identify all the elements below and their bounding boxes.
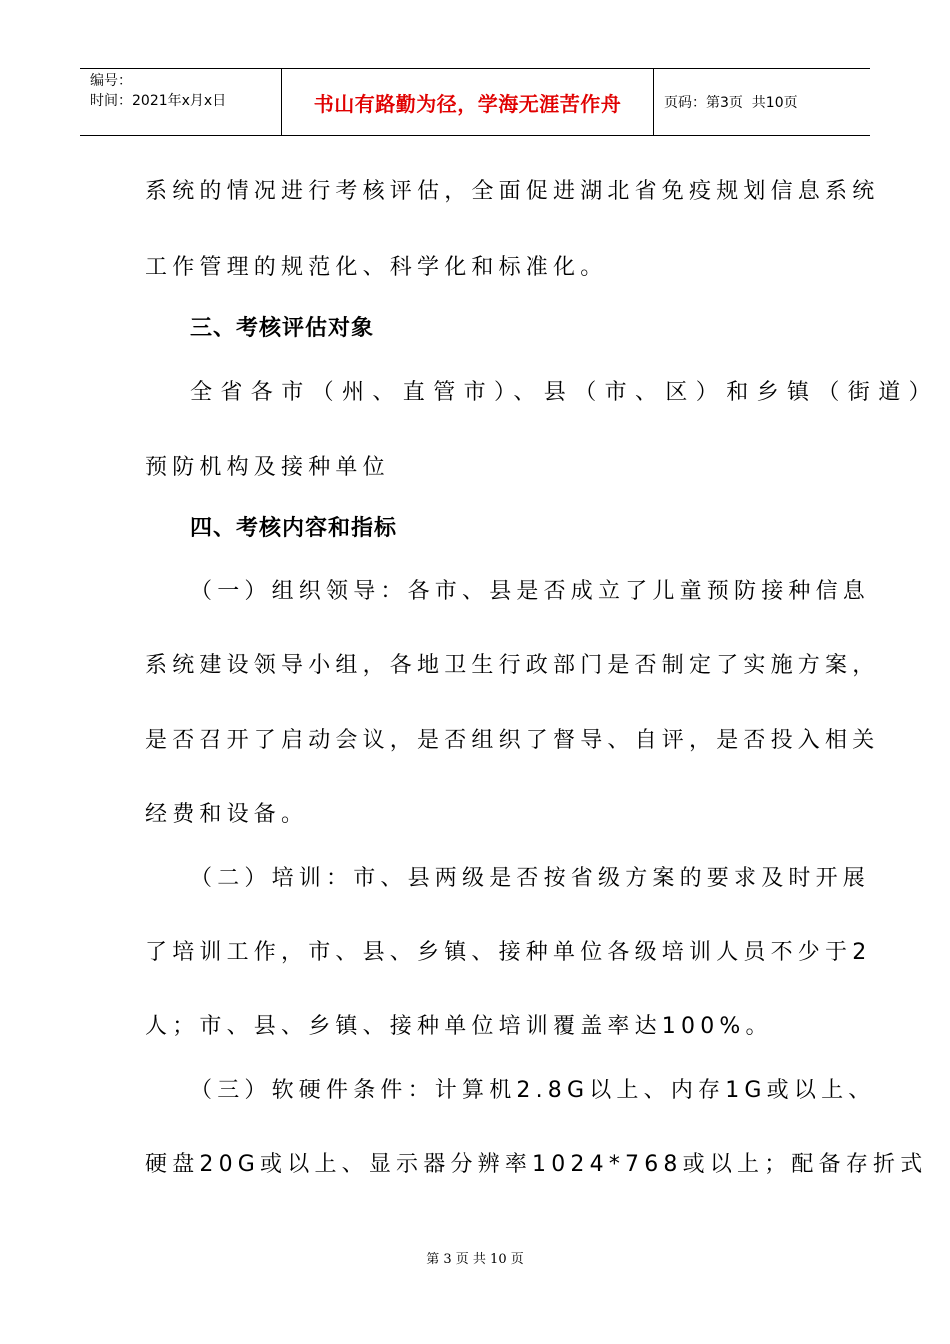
body-line: 全省各市（州、直管市）、县（市、区）和乡镇（街道） [190,380,940,405]
body-line: （一）组织领导：各市、县是否成立了儿童预防接种信息 [190,579,871,604]
body-line: 了培训工作，市、县、乡镇、接种单位各级培训人员不少于2 [145,940,872,965]
body-line: 预防机构及接种单位 [145,455,390,480]
page-header [80,68,870,136]
body-line: 人；市、县、乡镇、接种单位培训覆盖率达100%。 [145,1014,773,1039]
section-heading-3: 三、考核评估对象 [190,316,375,341]
section-heading-4: 四、考核内容和指标 [190,516,398,541]
header-motto: 书山有路勤为径，学海无涯苦作舟 [282,69,654,135]
body-line: 是否召开了启动会议，是否组织了督导、自评，是否投入相关 [145,728,880,753]
document-time-label: 时间：2021年x月x日 [90,93,227,109]
body-line: （二）培训：市、县两级是否按省级方案的要求及时开展 [190,866,871,891]
header-page-info: 页码：第3页 共10页 [664,95,798,111]
body-line: 经费和设备。 [145,802,309,827]
body-line: 系统建设领导小组，各地卫生行政部门是否制定了实施方案， [145,653,880,678]
body-line: 硬盘20G或以上、显示器分辨率1024*768或以上；配备存折式 [145,1152,928,1177]
body-line: 系统的情况进行考核评估，全面促进湖北省免疫规划信息系统 [145,179,880,204]
header-meta [80,69,282,135]
document-number-label: 编号： [90,73,132,89]
body-line: 工作管理的规范化、科学化和标准化。 [145,255,608,280]
page-footer: 第 3 页 共 10 页 [426,1252,524,1267]
body-line: （三）软硬件条件：计算机2.8G以上、内存1G或以上、 [190,1078,876,1103]
